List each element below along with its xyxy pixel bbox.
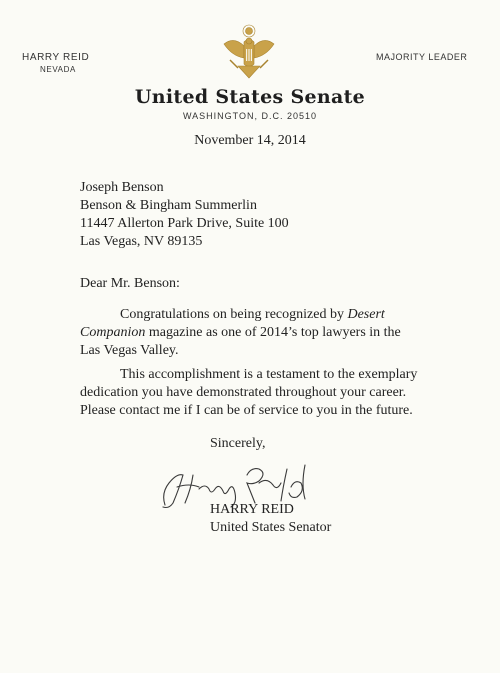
sender-state: NEVADA (40, 65, 76, 74)
great-seal-eagle-icon (220, 22, 278, 84)
recipient-name: Joseph Benson (80, 180, 164, 195)
body-paragraph-2: This accomplishment is a testament to the exemplary dedication you have demonstrated throughout your career. Please contact me if I can be of service to you in the future. (80, 367, 418, 418)
letter-date: November 14, 2014 (194, 133, 306, 148)
senate-address: WASHINGTON, D.C. 20510 (182, 111, 318, 121)
salutation: Dear Mr. Benson: (80, 276, 180, 291)
sender-role: MAJORITY LEADER (376, 52, 468, 62)
recipient-firm: Benson & Bingham Summerlin (80, 198, 257, 213)
senate-title: United States Senate (134, 86, 366, 108)
signer-name: HARRY REID (210, 502, 294, 517)
body-paragraph-1 (80, 306, 420, 360)
closing: Sincerely, (210, 436, 266, 451)
magazine-name: Desert Companion (80, 307, 385, 340)
recipient-street: 11447 Allerton Park Drive, Suite 100 (80, 216, 289, 231)
recipient-city: Las Vegas, NV 89135 (80, 234, 203, 249)
body-p1-text-a: Congratulations on being recognized by (120, 307, 348, 322)
body-p1-text-b: magazine as one of 2014’s top lawyers in the Las Vegas Valley. (80, 325, 401, 358)
sender-name: HARRY REID (22, 52, 90, 63)
signer-title: United States Senator (210, 520, 332, 535)
